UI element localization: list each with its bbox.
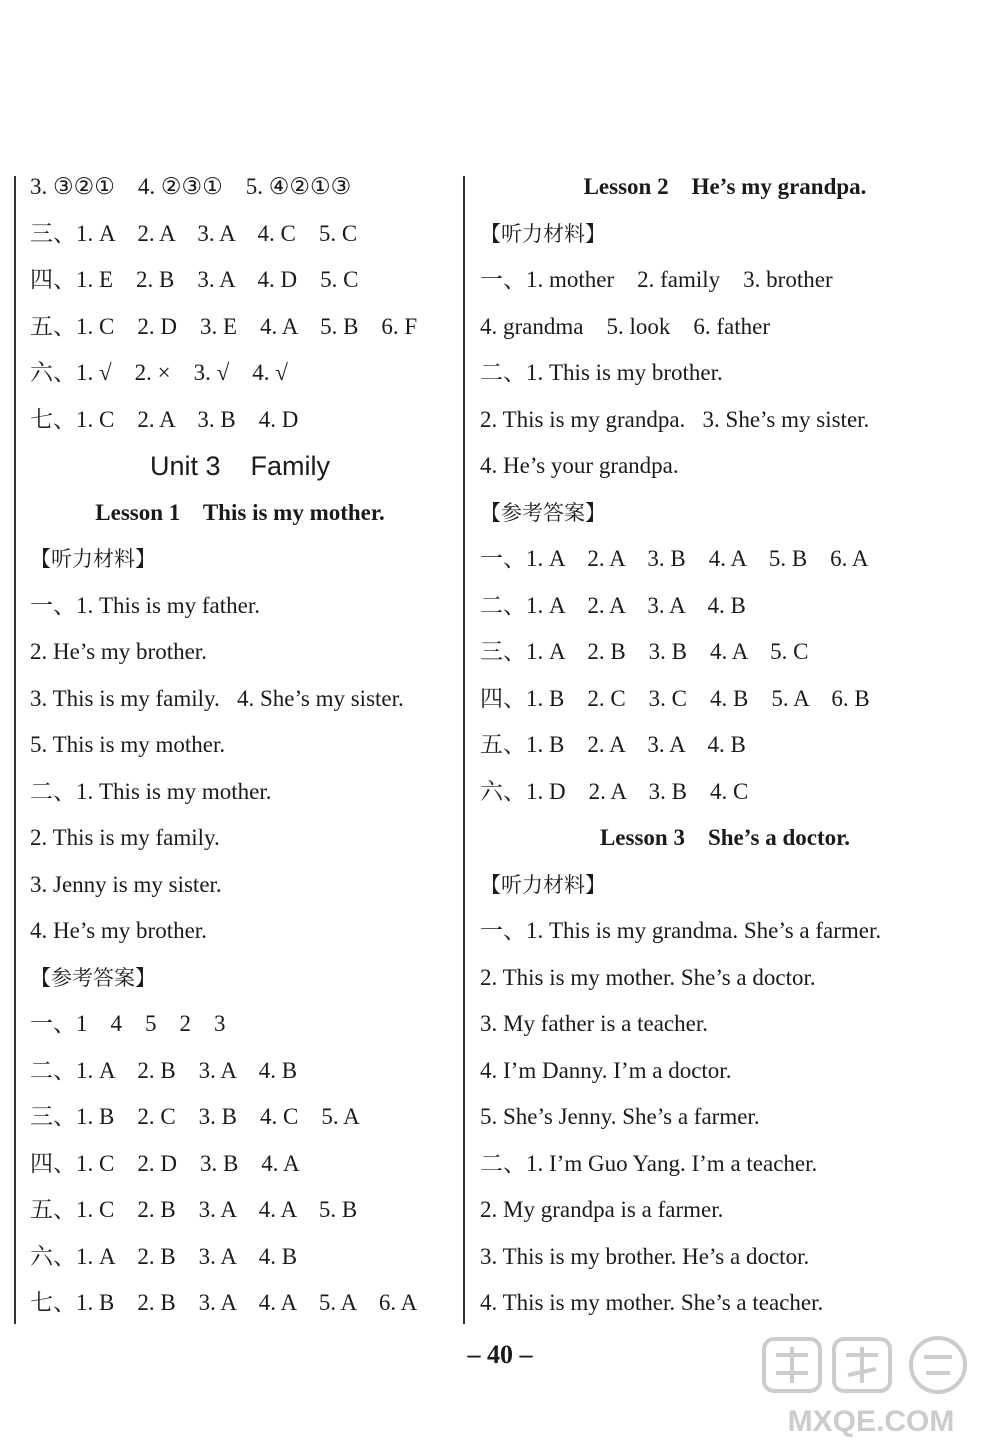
text-line: 二、1. I’m Guo Yang. I’m a teacher.	[480, 1150, 818, 1176]
left-column	[30, 164, 450, 1327]
text-line: 4. He’s my brother.	[30, 918, 207, 943]
text-line: 一、1. A 2. A 3. B 4. A 5. B 6. A	[480, 546, 869, 571]
text-line: 一、1. This is my grandma. She’s a farmer.	[480, 918, 882, 943]
text-line: 七、1. C 2. A 3. B 4. D	[30, 406, 299, 432]
text-line: 3. This is my family. 4. She’s my sister.	[30, 685, 404, 711]
text-line: 一、1. This is my father.	[30, 592, 260, 618]
section-label: 【参考答案】	[30, 965, 156, 990]
unit-title: Unit 3 Family	[149, 451, 331, 481]
text-line: 2. My grandpa is a farmer.	[480, 1197, 724, 1222]
text-line: 七、1. B 2. B 3. A 4. A 5. A 6. A	[30, 1290, 418, 1315]
page-number: – 40 –	[467, 1340, 533, 1369]
text-line: 二、1. This is my brother.	[480, 360, 723, 385]
answer-site-logo-icon	[756, 1333, 986, 1443]
text-line: 4. He’s your grandpa.	[480, 453, 679, 478]
text-line: 5. This is my mother.	[30, 732, 226, 757]
text-line: 2. This is my grandpa. 3. She’s my sister.	[480, 406, 870, 432]
text-line: 4. grandma 5. look 6. father	[480, 313, 770, 339]
text-line: 四、1. E 2. B 3. A 4. D 5. C	[30, 267, 359, 292]
section-label: 【听力材料】	[30, 547, 156, 571]
text-line: 三、1. A 2. A 3. A 4. C 5. C	[30, 220, 358, 246]
text-line: 4. I’m Danny. I’m a doctor.	[480, 1057, 732, 1083]
text-line: 二、1. A 2. A 3. A 4. B	[480, 592, 746, 618]
text-line: 3. Jenny is my sister.	[30, 871, 222, 897]
text-line: 3. ③②① 4. ②③① 5. ④②①③	[30, 174, 352, 199]
text-line: 五、1. B 2. A 3. A 4. B	[480, 732, 746, 757]
text-line: 2. This is my family.	[30, 825, 220, 850]
text-line: 四、1. B 2. C 3. C 4. B 5. A 6. B	[480, 685, 870, 711]
text-line: 二、1. This is my mother.	[30, 778, 272, 804]
text-line: 四、1. C 2. D 3. B 4. A	[30, 1150, 300, 1176]
section-label: 【参考答案】	[480, 500, 606, 525]
right-column	[480, 164, 970, 1327]
text-line: 五、1. C 2. D 3. E 4. A 5. B 6. F	[30, 313, 418, 339]
watermark-text: MXQE.COM	[787, 1405, 955, 1438]
text-line: 2. He’s my brother.	[30, 639, 207, 664]
text-line: 三、1. A 2. B 3. B 4. A 5. C	[480, 639, 809, 664]
text-line: 5. She’s Jenny. She’s a farmer.	[480, 1104, 760, 1129]
text-line: 六、1. D 2. A 3. B 4. C	[480, 778, 749, 804]
lesson-heading: Lesson 2 He’s my grandpa.	[583, 174, 867, 199]
section-label: 【听力材料】	[480, 221, 606, 246]
section-label: 【听力材料】	[480, 872, 606, 897]
text-line: 一、1 4 5 2 3	[30, 1011, 226, 1036]
left-margin-rule	[14, 176, 16, 1324]
text-line: 六、1. A 2. B 3. A 4. B	[30, 1243, 298, 1269]
text-line: 3. This is my brother. He’s a doctor.	[480, 1243, 810, 1269]
text-line: 2. This is my mother. She’s a doctor.	[480, 964, 816, 990]
text-line: 一、1. mother 2. family 3. brother	[480, 267, 833, 292]
text-line: 3. My father is a teacher.	[480, 1011, 708, 1036]
text-line: 4. This is my mother. She’s a teacher.	[480, 1290, 824, 1315]
lesson-heading: Lesson 1 This is my mother.	[95, 499, 385, 525]
text-line: 六、1. √ 2. × 3. √ 4. √	[30, 360, 288, 385]
text-line: 五、1. C 2. B 3. A 4. A 5. B	[30, 1197, 358, 1222]
text-line: 二、1. A 2. B 3. A 4. B	[30, 1057, 298, 1083]
column-divider	[463, 176, 465, 1324]
text-line: 三、1. B 2. C 3. B 4. C 5. A	[30, 1104, 360, 1129]
lesson-heading: Lesson 3 She’s a doctor.	[599, 825, 851, 850]
